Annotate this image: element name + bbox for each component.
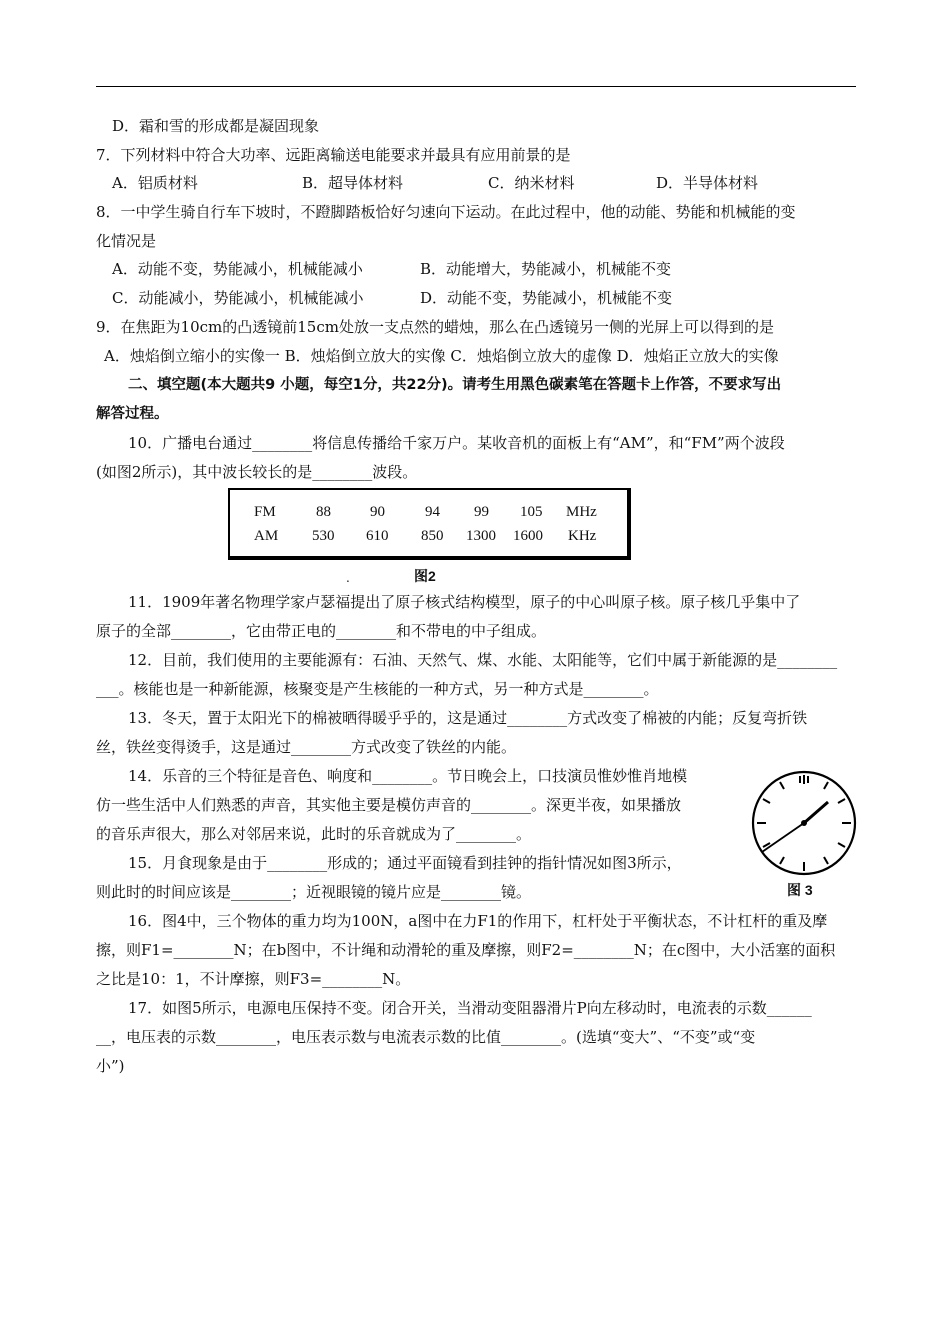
q10-line1: 10．广播电台通过________将信息传播给千家万户。某收音机的面板上有“AM”，和“FM”两个波段 xyxy=(128,434,785,452)
fm-value: 94 xyxy=(425,504,440,520)
q8-stem-line2: 化情况是 xyxy=(96,232,157,250)
fm-unit: MHz xyxy=(566,504,597,520)
fm-value: 88 xyxy=(316,504,331,520)
q16-line2: 擦，则F1=________N；在b图中，不计绳和动滑轮的重及摩擦，则F2=________N；在c图中，大小活塞的面积 xyxy=(96,941,836,959)
q15-line2: 则此时的时间应该是________；近视眼镜的镜片应是________镜。 xyxy=(96,883,532,901)
am-value: 1300 xyxy=(466,528,496,544)
figure3-clock xyxy=(750,768,858,878)
q7-option-d: D．半导体材料 xyxy=(656,174,759,192)
clock-center xyxy=(801,820,807,826)
fm-value: 90 xyxy=(370,504,385,520)
am-label: AM xyxy=(254,528,279,544)
q8-option-b: B．动能增大，势能减小，机械能不变 xyxy=(420,260,672,278)
section2-heading-line1: 二、填空题(本大题共9 小题，每空1分，共22分)。请考生用黑色碳素笔在答题卡上作答，不要求写出 xyxy=(128,377,782,393)
q16-line1: 16．图4中，三个物体的重力均为100N，a图中在力F1的作用下，杠杆处于平衡状态，不计杠杆的重及摩 xyxy=(128,912,828,930)
am-unit: KHz xyxy=(568,528,597,544)
q7-option-a: A．铝质材料 xyxy=(112,174,198,192)
q11-line2: 原子的全部________，它由带正电的________和不带电的中子组成。 xyxy=(96,622,547,640)
q14-line3: 的音乐声很大，那么对邻居来说，此时的乐音就成为了________。 xyxy=(96,825,532,843)
q8-option-d: D．动能不变，势能减小，机械能不变 xyxy=(420,289,673,307)
q17-line2: __，电压表的示数________，电压表示数与电流表示数的比值________。(选填“变大”、“不变”或“变 xyxy=(96,1028,756,1046)
q12-line2: ___。核能也是一种新能源，核聚变是产生核能的一种方式，另一种方式是________。 xyxy=(96,680,659,698)
q7-stem: 7．下列材料中符合大功率、远距离输送电能要求并最具有应用前景的是 xyxy=(96,146,571,164)
q7-option-c: C．纳米材料 xyxy=(488,174,575,192)
figure2-dot: . xyxy=(346,571,350,585)
fm-label: FM xyxy=(254,504,276,520)
q11-line1: 11．1909年著名物理学家卢瑟福提出了原子核式结构模型，原子的中心叫原子核。原子核几乎集中了 xyxy=(128,593,801,611)
am-value: 850 xyxy=(421,528,444,544)
hour-hand xyxy=(804,802,828,823)
figure2-caption: 图2 xyxy=(414,568,436,584)
q7-option-b: B．超导体材料 xyxy=(302,174,404,192)
q13-line1: 13．冬天，置于太阳光下的棉被晒得暖乎乎的，这是通过________方式改变了棉被的内能；反复弯折铁 xyxy=(128,709,808,727)
q8-stem-line1: 8．一中学生骑自行车下坡时，不蹬脚踏板恰好匀速向下运动。在此过程中，他的动能、势能和机械能的变 xyxy=(96,203,796,221)
figure3-caption: 图 3 xyxy=(787,882,813,898)
header-rule xyxy=(96,86,856,87)
q12-line1: 12．目前，我们使用的主要能源有：石油、天然气、煤、水能、太阳能等，它们中属于新能源的是________ xyxy=(128,651,838,669)
q9-options: A．烛焰倒立缩小的实像一 B．烛焰倒立放大的实像 C．烛焰倒立放大的虚像 D．烛焰正立放大的实像 xyxy=(104,347,779,365)
q14-line2: 仿一些生活中人们熟悉的声音，其实他主要是模仿声音的________。深更半夜，如果播放 xyxy=(96,796,682,814)
q8-option-a: A．动能不变，势能减小，机械能减小 xyxy=(112,260,363,278)
q17-line1: 17．如图5所示，电源电压保持不变。闭合开关，当滑动变阻器滑片P向左移动时，电流表的示数______ xyxy=(128,999,812,1017)
fm-value: 105 xyxy=(520,504,543,520)
q15-line1: 15．月食现象是由于________形成的；通过平面镜看到挂钟的指针情况如图3所示， xyxy=(128,854,682,872)
q6-option-d: D．霜和雪的形成都是凝固现象 xyxy=(112,117,320,135)
q16-line3: 之比是10：1，不计摩擦，则F3=________N。 xyxy=(96,970,411,988)
am-value: 530 xyxy=(312,528,335,544)
fm-value: 99 xyxy=(474,504,489,520)
q8-option-c: C．动能减小，势能减小，机械能减小 xyxy=(112,289,364,307)
q10-line2: (如图2所示)，其中波长较长的是________波段。 xyxy=(96,463,418,481)
section2-heading-line2: 解答过程。 xyxy=(96,406,169,422)
am-value: 1600 xyxy=(513,528,543,544)
figure2-dial-table xyxy=(228,488,631,560)
am-value: 610 xyxy=(366,528,389,544)
q14-line1: 14．乐音的三个特征是音色、响度和________。节日晚会上，口技演员惟妙惟肖地模 xyxy=(128,767,688,785)
q9-stem: 9．在焦距为10cm的凸透镜前15cm处放一支点然的蜡烛，那么在凸透镜另一侧的光屏上可以得到的是 xyxy=(96,318,774,336)
q17-line3: 小”) xyxy=(96,1057,125,1075)
minute-hand xyxy=(762,823,804,852)
q13-line2: 丝，铁丝变得烫手，这是通过________方式改变了铁丝的内能。 xyxy=(96,738,517,756)
